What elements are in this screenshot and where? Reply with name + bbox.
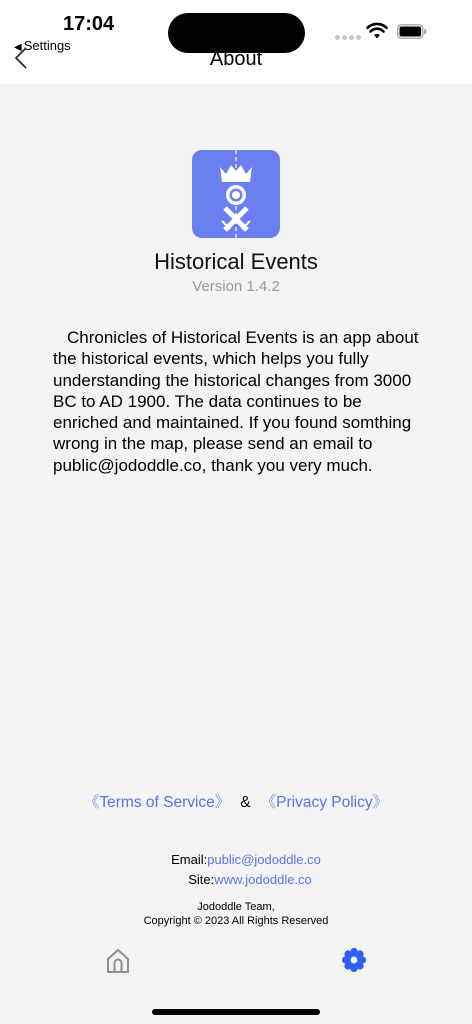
back-app-label: Settings <box>23 38 71 53</box>
wifi-icon <box>366 22 388 40</box>
site-link[interactable]: www.jododdle.co <box>214 872 312 887</box>
app-logo-icon <box>192 150 280 238</box>
status-time: 17:04 <box>63 13 115 35</box>
contact-info <box>0 850 472 890</box>
home-icon[interactable] <box>106 948 130 974</box>
back-triangle-icon: ◀ <box>14 42 22 53</box>
email-link[interactable]: public@jododdle.co <box>207 852 321 867</box>
site-label: Site: <box>188 872 215 887</box>
page-title: About <box>209 48 263 70</box>
site-row <box>28 870 472 890</box>
home-indicator[interactable] <box>152 1009 320 1015</box>
email-row <box>20 850 472 870</box>
legal-links <box>0 790 472 812</box>
app-name: Historical Events <box>154 249 318 274</box>
app-description: Chronicles of Historical Events is an app about the historical events, which helps you fully understanding the historical changes from 3000 BC to AD 1900. The data continues to be enriched and maintained. If you found somthing wrong in the map, please send an email to public@jododdle.co, thank you very much. <box>53 328 419 475</box>
copyright: Copyright © 2023 All Rights Reserved <box>143 915 329 927</box>
status-bar <box>0 0 472 84</box>
footer <box>0 900 472 928</box>
terms-of-service-link[interactable]: 《Terms of Service》 <box>83 794 231 811</box>
dynamic-island <box>168 13 305 53</box>
legal-separator: & <box>240 794 251 811</box>
email-label: Email: <box>171 852 208 867</box>
app-version: Version 1.4.2 <box>192 278 280 295</box>
team-name: Jododdle Team, <box>197 901 275 913</box>
battery-icon <box>397 24 427 39</box>
settings-gear-icon[interactable] <box>341 947 367 973</box>
privacy-policy-link[interactable]: 《Privacy Policy》 <box>260 794 389 811</box>
cellular-signal-icon <box>335 35 361 40</box>
